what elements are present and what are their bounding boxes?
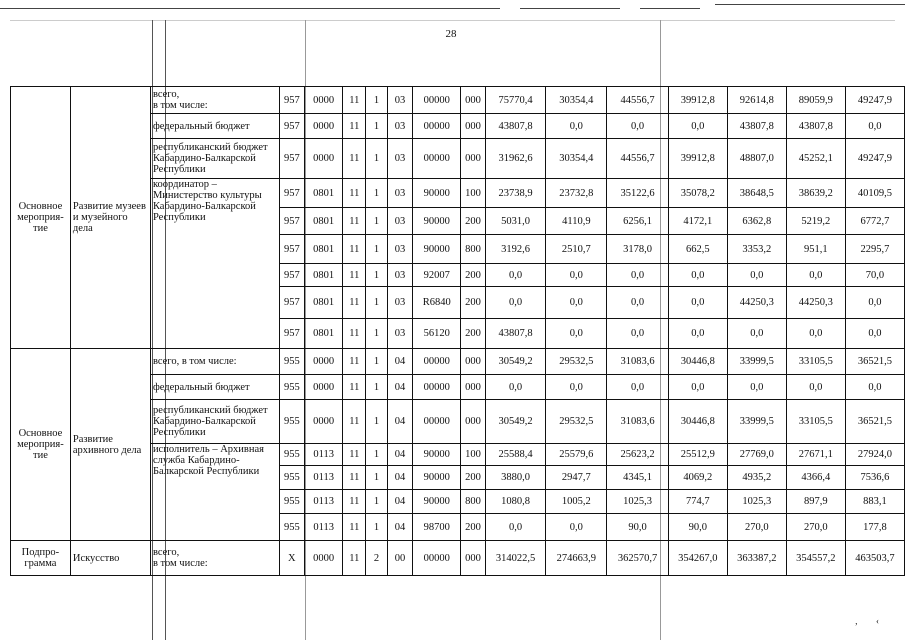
main-event-cell: 03 — [387, 208, 413, 235]
top-rule-right — [640, 8, 700, 9]
y3-cell: 44556,7 — [607, 87, 669, 114]
y5-cell: 3353,2 — [727, 235, 786, 264]
y5-cell: 33999,5 — [727, 349, 786, 375]
subprogram-cell: 1 — [366, 235, 387, 264]
y4-cell: 30446,8 — [668, 349, 727, 375]
subprogram-cell: 1 — [366, 514, 387, 541]
top-rule-left — [0, 8, 500, 9]
section-cell: 0000 — [305, 114, 343, 139]
subprogram-cell: 1 — [366, 208, 387, 235]
y6-cell: 5219,2 — [786, 208, 845, 235]
section-cell: 0000 — [305, 87, 343, 114]
y3-cell: 362570,7 — [607, 541, 669, 576]
funding-source-cell: республиканский бюджет Кабардино-Балкарской Республики — [150, 139, 279, 179]
subprogram-cell: 1 — [366, 466, 387, 490]
section-cell: 0801 — [305, 235, 343, 264]
y1-cell: 0,0 — [485, 514, 546, 541]
y7-cell: 36521,5 — [845, 349, 904, 375]
y3-cell: 0,0 — [607, 375, 669, 400]
y2-cell: 2947,7 — [546, 466, 607, 490]
page-number: 28 — [445, 28, 457, 40]
subprogram-cell: 1 — [366, 287, 387, 319]
grbs-cell: 957 — [279, 139, 304, 179]
y3-cell: 31083,6 — [607, 400, 669, 444]
program-cell: 11 — [343, 349, 366, 375]
y6-cell: 27671,1 — [786, 444, 845, 466]
y1-cell: 5031,0 — [485, 208, 546, 235]
y6-cell: 38639,2 — [786, 179, 845, 208]
direction-cell: 00000 — [413, 375, 461, 400]
vr-cell: 200 — [461, 466, 485, 490]
y2-cell: 274663,9 — [546, 541, 607, 576]
direction-cell: 56120 — [413, 319, 461, 349]
y6-cell: 354557,2 — [786, 541, 845, 576]
direction-cell: 00000 — [413, 114, 461, 139]
funding-source-cell: всего, в том числе: — [150, 349, 279, 375]
main-event-cell: 03 — [387, 114, 413, 139]
main-event-cell: 04 — [387, 514, 413, 541]
direction-cell: 90000 — [413, 444, 461, 466]
direction-cell: 90000 — [413, 490, 461, 514]
y6-cell: 33105,5 — [786, 349, 845, 375]
y6-cell: 0,0 — [786, 319, 845, 349]
funding-source-cell: федеральный бюджет — [150, 375, 279, 400]
main-event-cell: 04 — [387, 375, 413, 400]
funding-source-cell: всего, в том числе: — [150, 541, 279, 576]
y1-cell: 23738,9 — [485, 179, 546, 208]
vr-cell: 000 — [461, 87, 485, 114]
y4-cell: 4069,2 — [668, 466, 727, 490]
y1-cell: 3880,0 — [485, 466, 546, 490]
section-cell: 0801 — [305, 208, 343, 235]
y2-cell: 30354,4 — [546, 139, 607, 179]
subprogram-cell: 1 — [366, 375, 387, 400]
grbs-cell: 957 — [279, 264, 304, 287]
vr-cell: 000 — [461, 541, 485, 576]
section-cell: 0000 — [305, 349, 343, 375]
main-event-cell: 04 — [387, 444, 413, 466]
y2-cell: 25579,6 — [546, 444, 607, 466]
y3-cell: 44556,7 — [607, 139, 669, 179]
y4-cell: 0,0 — [668, 319, 727, 349]
y3-cell: 25623,2 — [607, 444, 669, 466]
status-cell: Основное мероприя-тие — [11, 349, 71, 541]
y7-cell: 0,0 — [845, 114, 904, 139]
y6-cell: 44250,3 — [786, 287, 845, 319]
y1-cell: 0,0 — [485, 264, 546, 287]
main-event-cell: 03 — [387, 87, 413, 114]
main-event-cell: 00 — [387, 541, 413, 576]
grbs-cell: 955 — [279, 514, 304, 541]
vr-cell: 000 — [461, 114, 485, 139]
y7-cell: 40109,5 — [845, 179, 904, 208]
y7-cell: 883,1 — [845, 490, 904, 514]
y7-cell: 70,0 — [845, 264, 904, 287]
y5-cell: 6362,8 — [727, 208, 786, 235]
direction-cell: 00000 — [413, 87, 461, 114]
direction-cell: 00000 — [413, 541, 461, 576]
y7-cell: 49247,9 — [845, 87, 904, 114]
funding-source-cell: республиканский бюджет Кабардино-Балкарской Республики — [150, 400, 279, 444]
y5-cell: 4935,2 — [727, 466, 786, 490]
y6-cell: 45252,1 — [786, 139, 845, 179]
section-cell: 0113 — [305, 490, 343, 514]
subprogram-cell: 1 — [366, 114, 387, 139]
y2-cell: 0,0 — [546, 264, 607, 287]
vr-cell: 000 — [461, 139, 485, 179]
y4-cell: 774,7 — [668, 490, 727, 514]
program-cell: 11 — [343, 490, 366, 514]
grbs-cell: 955 — [279, 349, 304, 375]
y6-cell: 951,1 — [786, 235, 845, 264]
grbs-cell: X — [279, 541, 304, 576]
top-rule-far-right — [715, 4, 905, 5]
y2-cell: 29532,5 — [546, 400, 607, 444]
grbs-cell: 957 — [279, 287, 304, 319]
program-cell: 11 — [343, 179, 366, 208]
program-cell: 11 — [343, 235, 366, 264]
subprogram-cell: 1 — [366, 319, 387, 349]
y7-cell: 0,0 — [845, 287, 904, 319]
vr-cell: 200 — [461, 514, 485, 541]
status-cell: Основное мероприя-тие — [11, 87, 71, 349]
main-event-cell: 03 — [387, 264, 413, 287]
y4-cell: 39912,8 — [668, 87, 727, 114]
vr-cell: 800 — [461, 235, 485, 264]
y7-cell: 0,0 — [845, 375, 904, 400]
section-cell: 0000 — [305, 139, 343, 179]
y1-cell: 25588,4 — [485, 444, 546, 466]
y5-cell: 43807,8 — [727, 114, 786, 139]
y4-cell: 0,0 — [668, 114, 727, 139]
grbs-cell: 957 — [279, 179, 304, 208]
y5-cell: 48807,0 — [727, 139, 786, 179]
y4-cell: 35078,2 — [668, 179, 727, 208]
direction-cell: 90000 — [413, 208, 461, 235]
main-event-cell: 03 — [387, 139, 413, 179]
table-row — [11, 87, 905, 114]
section-cell: 0801 — [305, 179, 343, 208]
y3-cell: 90,0 — [607, 514, 669, 541]
y7-cell: 177,8 — [845, 514, 904, 541]
budget-table — [10, 86, 905, 576]
main-event-cell: 04 — [387, 490, 413, 514]
y6-cell: 0,0 — [786, 264, 845, 287]
vr-cell: 200 — [461, 264, 485, 287]
y4-cell: 0,0 — [668, 264, 727, 287]
grbs-cell: 957 — [279, 114, 304, 139]
y1-cell: 75770,4 — [485, 87, 546, 114]
y6-cell: 0,0 — [786, 375, 845, 400]
y2-cell: 0,0 — [546, 514, 607, 541]
y4-cell: 0,0 — [668, 375, 727, 400]
direction-cell: 00000 — [413, 139, 461, 179]
vr-cell: 000 — [461, 349, 485, 375]
program-name-cell: Развитие архивного дела — [70, 349, 150, 541]
main-event-cell: 04 — [387, 466, 413, 490]
y2-cell: 29532,5 — [546, 349, 607, 375]
y1-cell: 0,0 — [485, 375, 546, 400]
vr-cell: 800 — [461, 490, 485, 514]
main-event-cell: 03 — [387, 287, 413, 319]
table-row — [11, 349, 905, 375]
direction-cell: R6840 — [413, 287, 461, 319]
program-cell: 11 — [343, 87, 366, 114]
program-cell: 11 — [343, 114, 366, 139]
grbs-cell: 957 — [279, 87, 304, 114]
y1-cell: 43807,8 — [485, 319, 546, 349]
vr-cell: 100 — [461, 444, 485, 466]
y6-cell: 43807,8 — [786, 114, 845, 139]
grbs-cell: 955 — [279, 375, 304, 400]
vr-cell: 100 — [461, 179, 485, 208]
y7-cell: 49247,9 — [845, 139, 904, 179]
status-cell: Подпро-грамма — [11, 541, 71, 576]
y6-cell: 33105,5 — [786, 400, 845, 444]
y1-cell: 31962,6 — [485, 139, 546, 179]
program-cell: 11 — [343, 400, 366, 444]
y6-cell: 897,9 — [786, 490, 845, 514]
y7-cell: 2295,7 — [845, 235, 904, 264]
y5-cell: 44250,3 — [727, 287, 786, 319]
y4-cell: 4172,1 — [668, 208, 727, 235]
y3-cell: 35122,6 — [607, 179, 669, 208]
program-cell: 11 — [343, 444, 366, 466]
direction-cell: 90000 — [413, 466, 461, 490]
y7-cell: 27924,0 — [845, 444, 904, 466]
grbs-cell: 957 — [279, 208, 304, 235]
subprogram-cell: 1 — [366, 87, 387, 114]
funding-source-cell: федеральный бюджет — [150, 114, 279, 139]
section-cell: 0801 — [305, 319, 343, 349]
program-name-cell: Искусство — [70, 541, 150, 576]
grbs-cell: 955 — [279, 466, 304, 490]
grbs-cell: 955 — [279, 400, 304, 444]
section-cell: 0113 — [305, 466, 343, 490]
y5-cell: 92614,8 — [727, 87, 786, 114]
subprogram-cell: 1 — [366, 349, 387, 375]
y1-cell: 30549,2 — [485, 400, 546, 444]
section-cell: 0000 — [305, 541, 343, 576]
grbs-cell: 957 — [279, 319, 304, 349]
y3-cell: 6256,1 — [607, 208, 669, 235]
program-cell: 11 — [343, 375, 366, 400]
program-cell: 11 — [343, 208, 366, 235]
direction-cell: 90000 — [413, 235, 461, 264]
y2-cell: 4110,9 — [546, 208, 607, 235]
y2-cell: 2510,7 — [546, 235, 607, 264]
program-name-cell: Развитие музеев и музейного дела — [70, 87, 150, 349]
program-cell: 11 — [343, 466, 366, 490]
y3-cell: 0,0 — [607, 287, 669, 319]
y2-cell: 23732,8 — [546, 179, 607, 208]
funding-source-cell: исполнитель – Архивная служба Кабардино-Балкарской Республики — [150, 444, 279, 541]
subprogram-cell: 1 — [366, 139, 387, 179]
y7-cell: 463503,7 — [845, 541, 904, 576]
subprogram-cell: 1 — [366, 490, 387, 514]
section-cell: 0113 — [305, 444, 343, 466]
y3-cell: 4345,1 — [607, 466, 669, 490]
header-rule — [10, 20, 895, 21]
y4-cell: 662,5 — [668, 235, 727, 264]
direction-cell: 90000 — [413, 179, 461, 208]
y7-cell: 7536,6 — [845, 466, 904, 490]
main-event-cell: 03 — [387, 179, 413, 208]
y7-cell: 0,0 — [845, 319, 904, 349]
y5-cell: 33999,5 — [727, 400, 786, 444]
y5-cell: 0,0 — [727, 319, 786, 349]
y3-cell: 3178,0 — [607, 235, 669, 264]
y1-cell: 43807,8 — [485, 114, 546, 139]
section-cell: 0000 — [305, 400, 343, 444]
y3-cell: 0,0 — [607, 319, 669, 349]
y7-cell: 6772,7 — [845, 208, 904, 235]
subprogram-cell: 2 — [366, 541, 387, 576]
main-event-cell: 03 — [387, 235, 413, 264]
y1-cell: 314022,5 — [485, 541, 546, 576]
funding-source-cell: всего, в том числе: — [150, 87, 279, 114]
vr-cell: 000 — [461, 400, 485, 444]
program-cell: 11 — [343, 541, 366, 576]
section-cell: 0801 — [305, 264, 343, 287]
y5-cell: 27769,0 — [727, 444, 786, 466]
y5-cell: 1025,3 — [727, 490, 786, 514]
main-event-cell: 04 — [387, 400, 413, 444]
main-event-cell: 04 — [387, 349, 413, 375]
y5-cell: 0,0 — [727, 264, 786, 287]
y1-cell: 30549,2 — [485, 349, 546, 375]
vr-cell: 000 — [461, 375, 485, 400]
table-row — [11, 541, 905, 576]
y6-cell: 4366,4 — [786, 466, 845, 490]
y4-cell: 354267,0 — [668, 541, 727, 576]
program-cell: 11 — [343, 264, 366, 287]
y3-cell: 31083,6 — [607, 349, 669, 375]
y7-cell: 36521,5 — [845, 400, 904, 444]
y1-cell: 3192,6 — [485, 235, 546, 264]
y5-cell: 270,0 — [727, 514, 786, 541]
y5-cell: 38648,5 — [727, 179, 786, 208]
funding-source-cell: координатор – Министерство культуры Кабардино-Балкарской Республики — [150, 179, 279, 349]
y2-cell: 0,0 — [546, 319, 607, 349]
section-cell: 0113 — [305, 514, 343, 541]
subprogram-cell: 1 — [366, 264, 387, 287]
program-cell: 11 — [343, 514, 366, 541]
direction-cell: 00000 — [413, 400, 461, 444]
y3-cell: 0,0 — [607, 114, 669, 139]
vr-cell: 200 — [461, 208, 485, 235]
y5-cell: 363387,2 — [727, 541, 786, 576]
top-rule-middle — [520, 8, 620, 9]
y4-cell: 0,0 — [668, 287, 727, 319]
y6-cell: 89059,9 — [786, 87, 845, 114]
direction-cell: 00000 — [413, 349, 461, 375]
vr-cell: 200 — [461, 319, 485, 349]
subprogram-cell: 1 — [366, 444, 387, 466]
section-cell: 0000 — [305, 375, 343, 400]
program-cell: 11 — [343, 287, 366, 319]
grbs-cell: 955 — [279, 444, 304, 466]
y1-cell: 0,0 — [485, 287, 546, 319]
direction-cell: 98700 — [413, 514, 461, 541]
y2-cell: 0,0 — [546, 114, 607, 139]
subprogram-cell: 1 — [366, 400, 387, 444]
vr-cell: 200 — [461, 287, 485, 319]
corner-marks: ‚ ‹ — [854, 616, 887, 626]
y2-cell: 0,0 — [546, 287, 607, 319]
direction-cell: 92007 — [413, 264, 461, 287]
subprogram-cell: 1 — [366, 179, 387, 208]
y4-cell: 90,0 — [668, 514, 727, 541]
y4-cell: 39912,8 — [668, 139, 727, 179]
y5-cell: 0,0 — [727, 375, 786, 400]
y2-cell: 0,0 — [546, 375, 607, 400]
main-event-cell: 03 — [387, 319, 413, 349]
y6-cell: 270,0 — [786, 514, 845, 541]
y4-cell: 25512,9 — [668, 444, 727, 466]
y4-cell: 30446,8 — [668, 400, 727, 444]
section-cell: 0801 — [305, 287, 343, 319]
grbs-cell: 957 — [279, 235, 304, 264]
y1-cell: 1080,8 — [485, 490, 546, 514]
grbs-cell: 955 — [279, 490, 304, 514]
y3-cell: 1025,3 — [607, 490, 669, 514]
program-cell: 11 — [343, 319, 366, 349]
y2-cell: 1005,2 — [546, 490, 607, 514]
y2-cell: 30354,4 — [546, 87, 607, 114]
program-cell: 11 — [343, 139, 366, 179]
y3-cell: 0,0 — [607, 264, 669, 287]
